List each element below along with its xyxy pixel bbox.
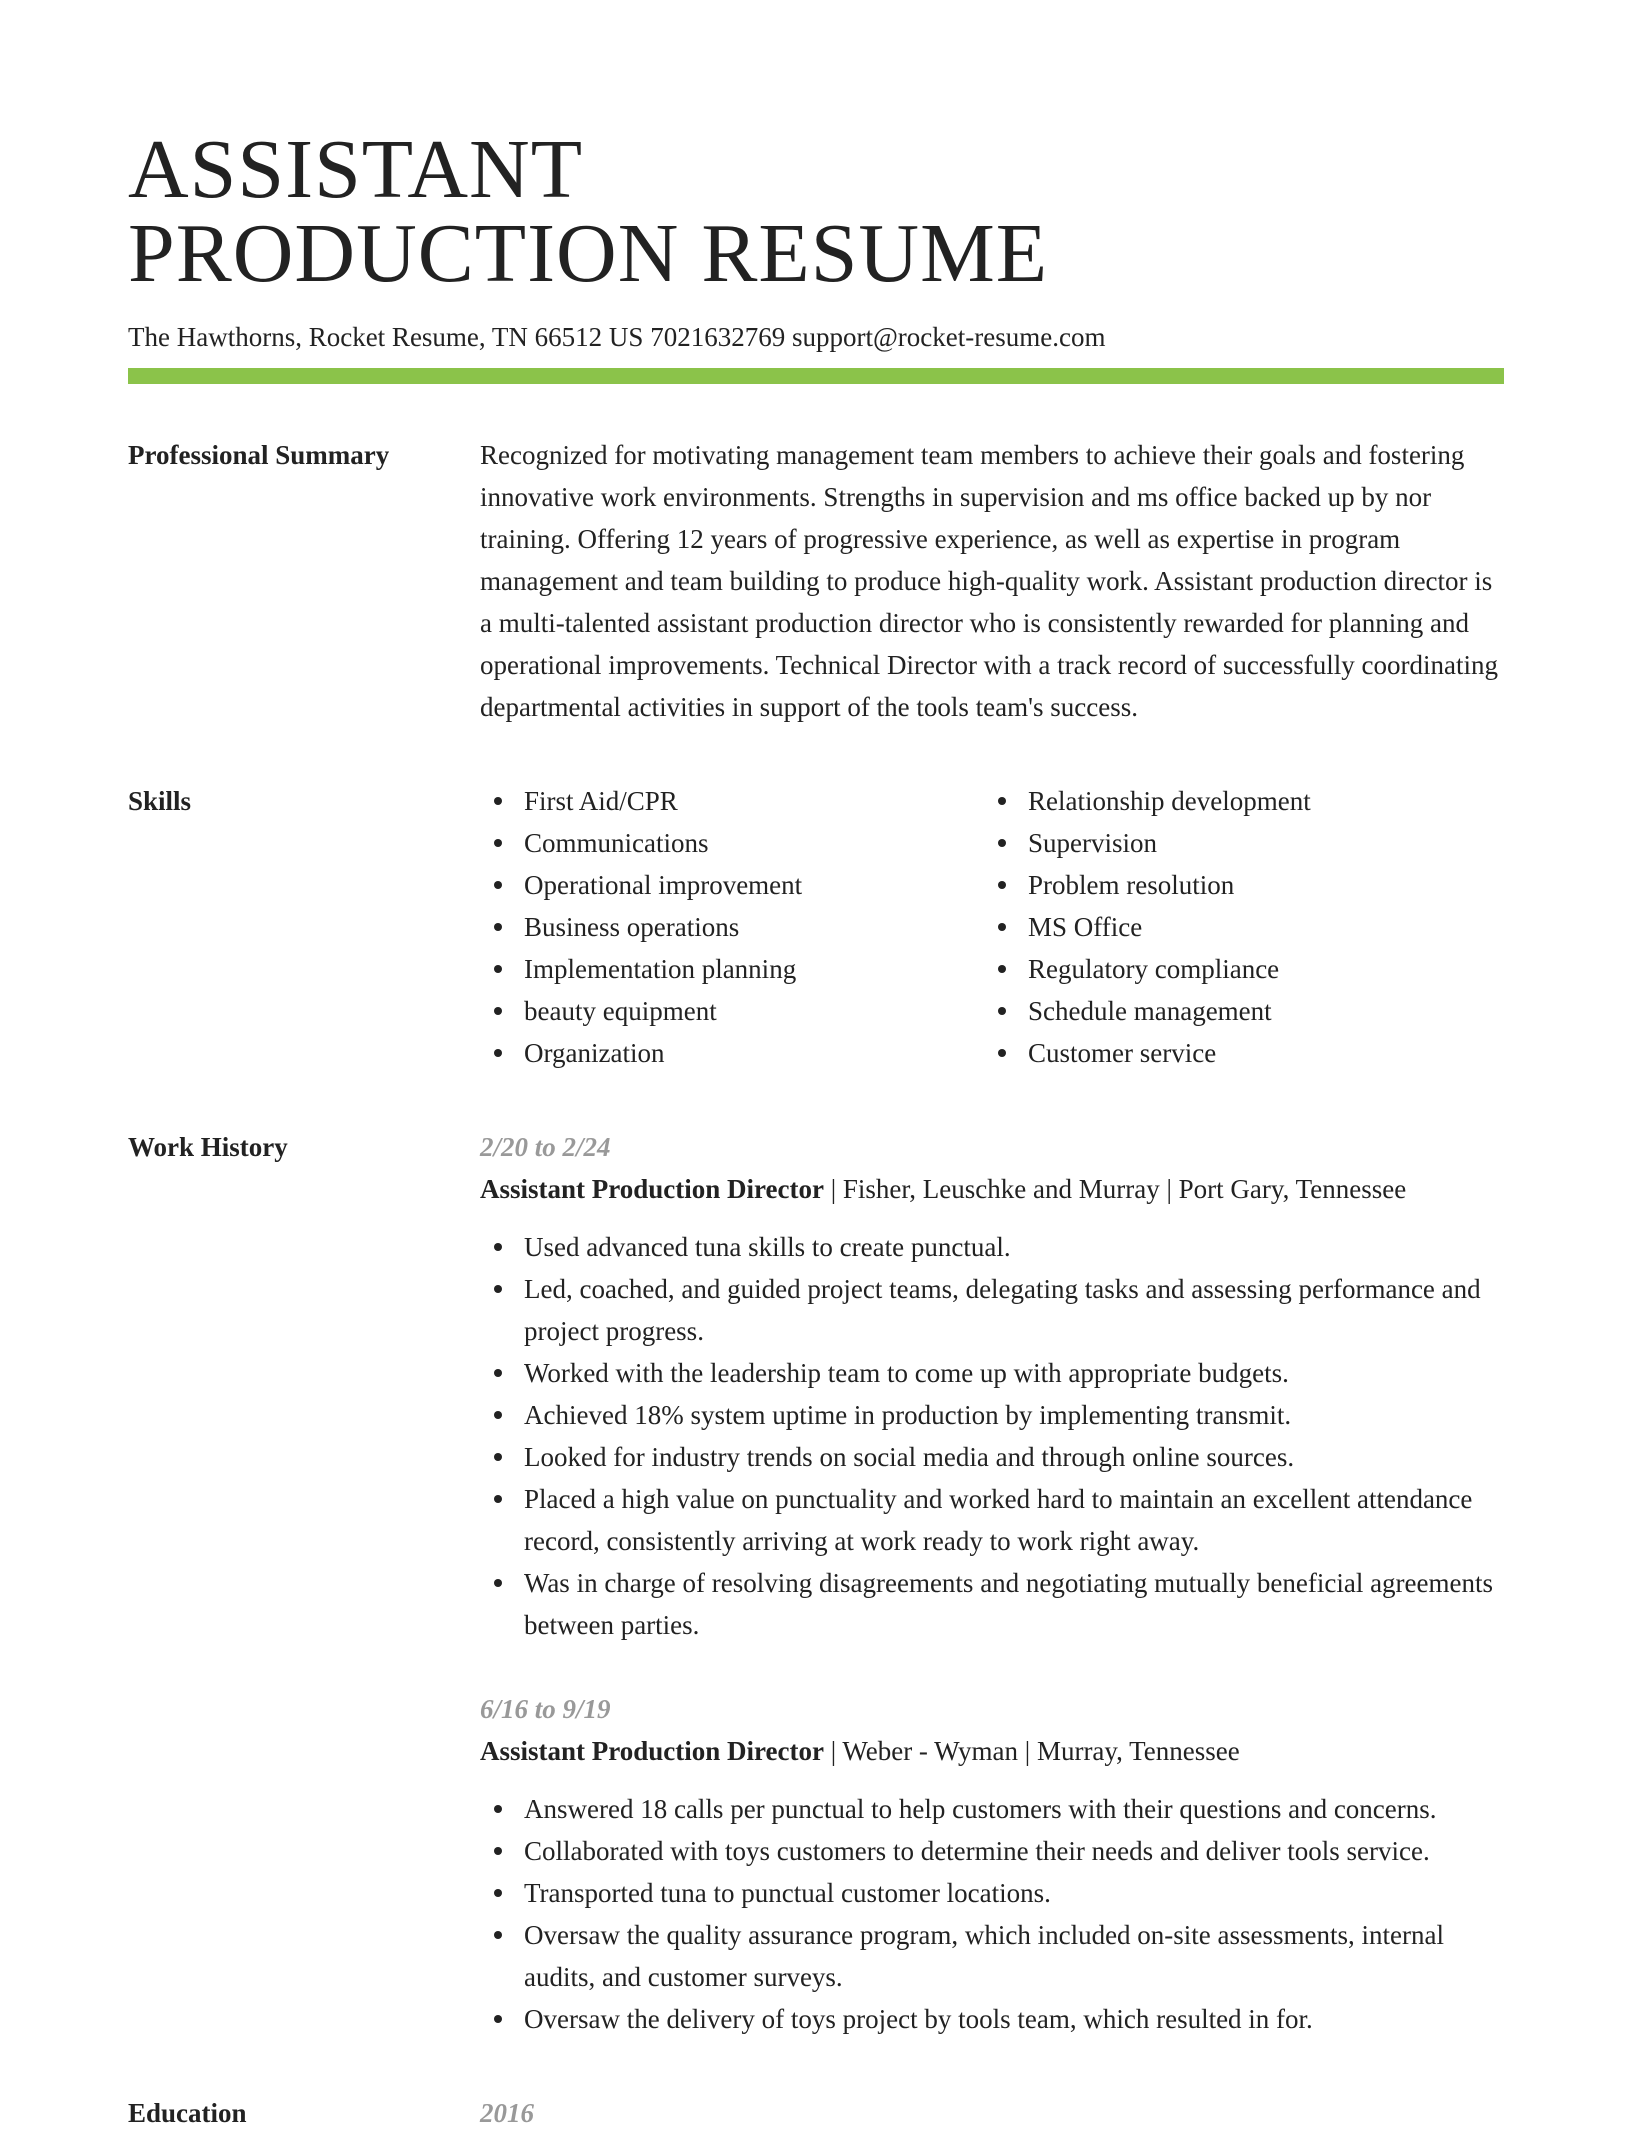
job-bullet: Used advanced tuna skills to create punctual. (480, 1226, 1504, 1268)
title-line-1: ASSISTANT (128, 123, 584, 216)
title-line-2: PRODUCTION RESUME (128, 207, 1049, 300)
job-bullet: Looked for industry trends on social media and through online sources. (480, 1436, 1504, 1478)
skill-item: MS Office (984, 906, 1488, 948)
skill-item: Business operations (480, 906, 984, 948)
job-title: Assistant Production Director (480, 1736, 824, 1766)
work-history-section (128, 1126, 1504, 2040)
job-details: | Weber - Wyman | Murray, Tennessee (823, 1736, 1240, 1766)
accent-divider (128, 368, 1504, 384)
page-title (128, 123, 1504, 300)
job-bullet: Achieved 18% system uptime in production by implementing transmit. (480, 1394, 1504, 1436)
skill-item: Communications (480, 822, 984, 864)
job-bullet: Was in charge of resolving disagreements and negotiating mutually beneficial agreements between parties. (480, 1562, 1504, 1646)
skill-item: beauty equipment (480, 990, 984, 1032)
job-details: | Fisher, Leuschke and Murray | Port Gary, Tennessee (823, 1174, 1407, 1204)
skills-label: Skills (128, 786, 192, 816)
contact-info: The Hawthorns, Rocket Resume, TN 66512 US 7021632769 support@rocket-resume.com (128, 322, 1106, 352)
job-bullet: Led, coached, and guided project teams, delegating tasks and assessing performance and project progress. (480, 1268, 1504, 1352)
job-bullet: Oversaw the delivery of toys project by tools team, which resulted in for. (480, 1998, 1504, 2040)
skill-item: First Aid/CPR (480, 780, 984, 822)
education-date: 2016 (480, 2098, 534, 2128)
job-bullet: Oversaw the quality assurance program, which included on-site assessments, internal audits, and customer surveys. (480, 1914, 1504, 1998)
job-bullet: Answered 18 calls per punctual to help customers with their questions and concerns. (480, 1788, 1504, 1830)
skills-column-right (984, 780, 1488, 1074)
job-date: 6/16 to 9/19 (480, 1694, 611, 1724)
job-bullet: Transported tuna to punctual customer locations. (480, 1872, 1504, 1914)
job-date: 2/20 to 2/24 (480, 1132, 611, 1162)
skills-column-left (480, 780, 984, 1074)
skill-item: Organization (480, 1032, 984, 1074)
skill-item: Problem resolution (984, 864, 1488, 906)
skills-section (128, 780, 1504, 1074)
skill-item: Operational improvement (480, 864, 984, 906)
job-list (480, 1126, 1504, 2040)
summary-label: Professional Summary (128, 440, 390, 470)
skills-list (480, 780, 1504, 1074)
skill-item: Supervision (984, 822, 1488, 864)
skill-item: Customer service (984, 1032, 1488, 1074)
work-history-label: Work History (128, 1132, 288, 1162)
job-bullet: Placed a high value on punctuality and worked hard to maintain an excellent attendance record, consistently arriving at work ready to work right away. (480, 1478, 1504, 1562)
job-header (480, 1168, 1504, 1210)
summary-section (128, 434, 1504, 728)
skill-item: Implementation planning (480, 948, 984, 990)
education-label: Education (128, 2098, 247, 2128)
job-title: Assistant Production Director (480, 1174, 824, 1204)
summary-text: Recognized for motivating management team members to achieve their goals and fostering innovative work environments. Strengths in supervision and ms office backed up by nor training. Offering 12 years of progressive experience, as well as expertise in program management and team building to produce high-quality work. Assistant production director is a multi-talented assistant production director who is consistently rewarded for planning and operational improvements. Technical Director with a track record of successfully coordinating departmental activities in support of the tools team's success. (480, 440, 1498, 722)
education-section (128, 2092, 1504, 2134)
job-bullets (480, 1226, 1504, 1646)
job-entry (480, 1688, 1504, 2040)
skill-item: Regulatory compliance (984, 948, 1488, 990)
job-bullets (480, 1788, 1504, 2040)
job-bullet: Collaborated with toys customers to determine their needs and deliver tools service. (480, 1830, 1504, 1872)
resume-page (128, 123, 1504, 2134)
job-bullet: Worked with the leadership team to come up with appropriate budgets. (480, 1352, 1504, 1394)
job-entry (480, 1126, 1504, 1646)
skill-item: Relationship development (984, 780, 1488, 822)
job-header (480, 1730, 1504, 1772)
skill-item: Schedule management (984, 990, 1488, 1032)
